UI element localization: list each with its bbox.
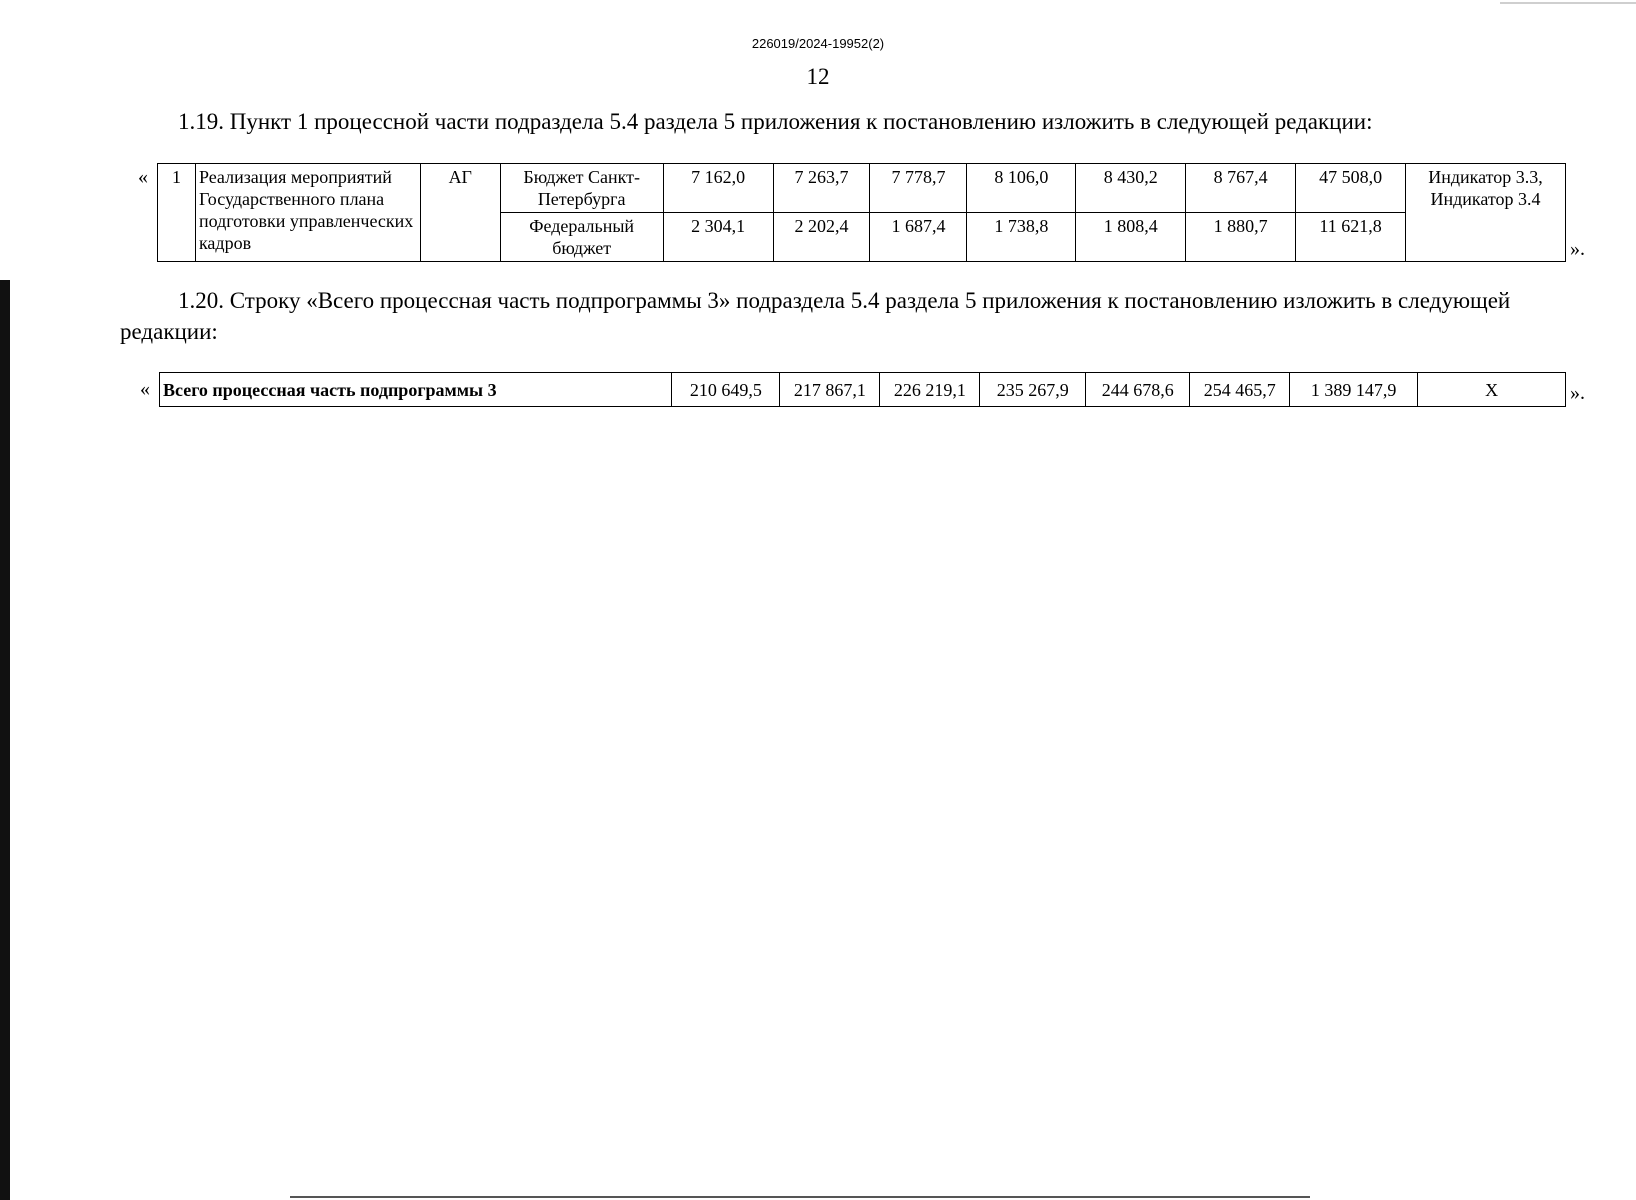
paragraph-1-20: 1.20. Строку «Всего процессная часть подпрограммы 3» подраздела 5.4 раздела 5 приложения к постановлению изложить в следующей редакции: bbox=[120, 288, 1511, 344]
value-cell: 1 808,4 bbox=[1076, 213, 1186, 262]
value-cell: 7 778,7 bbox=[870, 164, 967, 213]
scan-mark bbox=[1500, 2, 1636, 4]
executor: АГ bbox=[420, 164, 500, 262]
value-cell: 1 738,8 bbox=[967, 213, 1076, 262]
quote-open-1: « bbox=[138, 166, 148, 188]
table-row bbox=[160, 373, 1566, 407]
x-cell: X bbox=[1418, 373, 1566, 407]
quote-close-1: ». bbox=[1570, 238, 1585, 260]
item-number: 1 bbox=[158, 164, 196, 262]
value-cell: 8 430,2 bbox=[1076, 164, 1186, 213]
item-name: Реализация мероприятий Государственного плана подготовки управленческих кадров bbox=[195, 164, 420, 262]
quote-close-2: ». bbox=[1570, 382, 1585, 404]
funding-source: Бюджет Санкт-Петербурга bbox=[500, 164, 663, 213]
value-cell: 7 162,0 bbox=[663, 164, 773, 213]
page-number: 12 bbox=[806, 64, 830, 89]
table-total bbox=[159, 372, 1566, 407]
paragraph-1-19: 1.19. Пункт 1 процессной части подраздела 5.4 раздела 5 приложения к постановлению изложить в следующей редакции: bbox=[178, 109, 1373, 134]
value-cell: 8 106,0 bbox=[967, 164, 1076, 213]
funding-source: Федеральный бюджет bbox=[500, 213, 663, 262]
value-cell: 1 880,7 bbox=[1186, 213, 1296, 262]
value-cell: 226 219,1 bbox=[880, 373, 980, 407]
total-cell: 11 621,8 bbox=[1296, 213, 1406, 262]
value-cell: 217 867,1 bbox=[780, 373, 880, 407]
table-row bbox=[158, 164, 1566, 213]
value-cell: 1 687,4 bbox=[870, 213, 967, 262]
value-cell: 2 202,4 bbox=[773, 213, 870, 262]
total-cell: 47 508,0 bbox=[1296, 164, 1406, 213]
value-cell: 244 678,6 bbox=[1086, 373, 1190, 407]
indicators: Индикатор 3.3, Индикатор 3.4 bbox=[1406, 164, 1566, 262]
quote-open-2: « bbox=[140, 378, 150, 400]
page-bottom-line bbox=[290, 1196, 1310, 1198]
table-item-1 bbox=[157, 163, 1566, 262]
value-cell: 2 304,1 bbox=[663, 213, 773, 262]
value-cell: 254 465,7 bbox=[1190, 373, 1290, 407]
total-cell: 1 389 147,9 bbox=[1290, 373, 1418, 407]
value-cell: 210 649,5 bbox=[672, 373, 780, 407]
total-label: Всего процессная часть подпрограммы 3 bbox=[160, 373, 672, 407]
scan-edge bbox=[0, 280, 10, 1200]
value-cell: 7 263,7 bbox=[773, 164, 870, 213]
value-cell: 8 767,4 bbox=[1186, 164, 1296, 213]
value-cell: 235 267,9 bbox=[980, 373, 1086, 407]
document-number: 226019/2024-19952(2) bbox=[751, 36, 885, 51]
